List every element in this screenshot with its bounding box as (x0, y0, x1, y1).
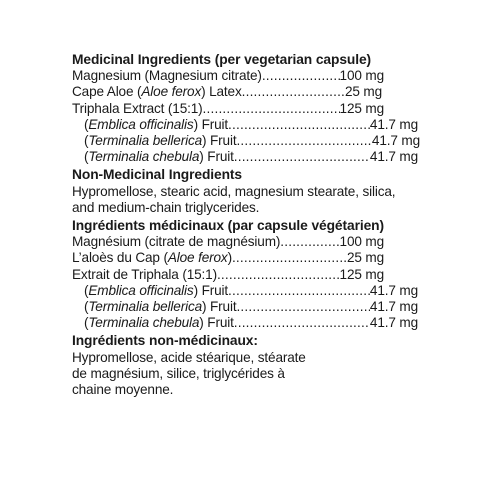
ingredient-label: L’aloès du Cap (Aloe ferox) (72, 250, 232, 266)
ingredient-label: (Terminalia bellerica) Fruit (84, 133, 237, 149)
non-medicinal-line: Hypromellose, stearic acid, magnesium stearate, silica, (72, 183, 396, 199)
ingredient-amount: 125 mg (339, 266, 384, 282)
ingredient-label: Magnesium (Magnesium citrate) (72, 68, 262, 84)
dot-leader (234, 149, 370, 165)
non-medicinal-line: Hypromellose, acide stéarique, stéarate (72, 349, 306, 365)
ingredient-amount: 125 mg (339, 100, 384, 116)
ingredient-amount: 100 mg (339, 68, 384, 84)
dot-leader (228, 117, 370, 133)
ingredient-row (72, 133, 420, 149)
medicinal-ingredients-heading: Medicinal Ingredients (per vegetarian capsule) (72, 52, 372, 67)
ingredient-amount: 25 mg (346, 250, 384, 266)
ingredients-non-medicinaux-heading: Ingrédients non-médicinaux: (72, 333, 258, 349)
non-medicinal-line: chaine moyenne. (72, 382, 174, 398)
ingredient-row (72, 149, 418, 165)
ingredient-amount: 100 mg (339, 234, 384, 250)
ingredient-label: (Terminalia chebula) Fruit (84, 149, 234, 165)
ingredient-row (72, 250, 384, 266)
ingredient-amount: 41.7 mg (369, 315, 418, 331)
ingredient-label: Triphala Extract (15:1) (72, 100, 203, 116)
non-medicinal-line: and medium-chain triglycerides. (72, 199, 260, 215)
dot-leader (203, 101, 340, 117)
ingredients-panel (72, 52, 420, 398)
ingredient-row (72, 299, 418, 315)
dot-leader (234, 315, 370, 331)
dot-leader (232, 250, 347, 266)
ingredient-label: Cape Aloe (Aloe ferox) Latex (72, 84, 242, 100)
ingredient-amount: 41.7 mg (369, 116, 418, 132)
dot-leader (228, 283, 370, 299)
dot-leader (262, 68, 340, 84)
ingredient-label: (Emblica officinalis) Fruit (84, 116, 229, 132)
dot-leader (217, 267, 340, 283)
ingredient-amount: 41.7 mg (371, 133, 420, 149)
ingredient-row (72, 315, 418, 331)
dot-leader (236, 299, 369, 315)
ingredient-amount: 41.7 mg (369, 149, 418, 165)
ingredient-amount: 41.7 mg (369, 299, 418, 315)
dot-leader (242, 84, 345, 100)
ingredient-label: Magnésium (citrate de magnésium) (72, 234, 281, 250)
ingredients-medicinaux-heading: Ingrédients médicinaux (par capsule végétarien) (72, 218, 384, 234)
ingredient-row (72, 283, 418, 299)
non-medicinal-ingredients-heading: Non-Medicinal Ingredients (72, 167, 242, 183)
dot-leader (280, 234, 339, 250)
ingredient-amount: 25 mg (344, 84, 382, 100)
ingredient-row (72, 117, 418, 133)
ingredient-row (72, 84, 382, 100)
non-medicinal-line: de magnésium, silice, triglycérides à (72, 365, 285, 381)
ingredient-row (72, 101, 384, 117)
ingredient-row (72, 68, 384, 84)
dot-leader (236, 133, 371, 149)
ingredient-label: (Terminalia chebula) Fruit (84, 315, 234, 331)
ingredient-label: Extrait de Triphala (15:1) (72, 266, 217, 282)
ingredient-row (72, 234, 384, 250)
ingredient-label: (Terminalia bellerica) Fruit (84, 299, 237, 315)
ingredient-amount: 41.7 mg (369, 282, 418, 298)
ingredient-row (72, 267, 384, 283)
ingredient-label: (Emblica officinalis) Fruit (84, 282, 229, 298)
